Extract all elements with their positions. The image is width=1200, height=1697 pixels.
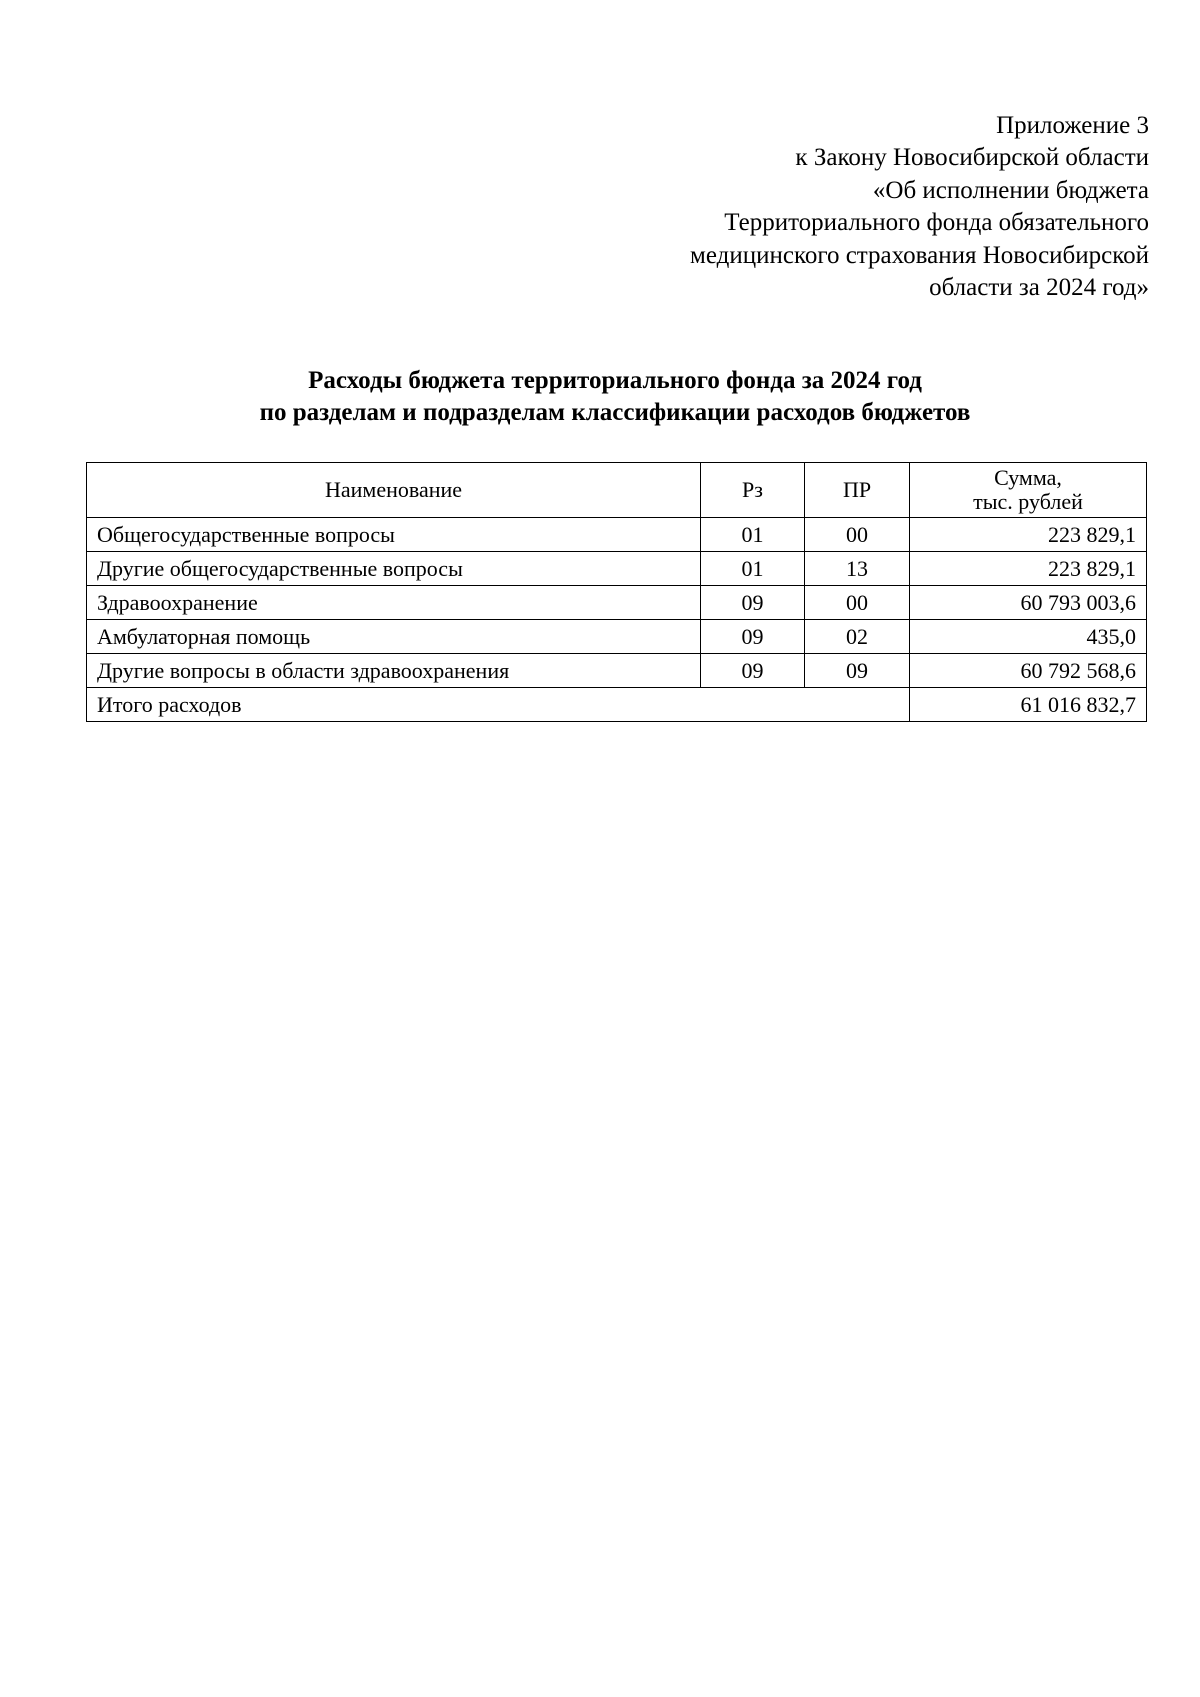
annex-line: медицинского страхования Новосибирской bbox=[690, 241, 1149, 269]
row-rz: 09 bbox=[701, 654, 805, 688]
table-row bbox=[87, 518, 1147, 552]
row-sum: 435,0 bbox=[910, 620, 1147, 654]
row-name: Амбулаторная помощь bbox=[87, 620, 701, 654]
header-pr: ПР bbox=[805, 463, 910, 518]
row-name: Другие вопросы в области здравоохранения bbox=[87, 654, 701, 688]
annex-line: «Об исполнении бюджета bbox=[872, 176, 1149, 204]
title-line-2: по разделам и подразделам классификации расходов бюджетов bbox=[259, 399, 971, 426]
row-pr: 00 bbox=[805, 586, 910, 620]
total-sum: 61 016 832,7 bbox=[910, 688, 1147, 722]
row-name: Другие общегосударственные вопросы bbox=[87, 552, 701, 586]
row-name: Общегосударственные вопросы bbox=[87, 518, 701, 552]
annex-line: области за 2024 год» bbox=[929, 274, 1149, 302]
row-sum: 60 792 568,6 bbox=[910, 654, 1147, 688]
row-rz: 09 bbox=[701, 620, 805, 654]
annex-line: к Закону Новосибирской области bbox=[795, 144, 1149, 172]
header-sum-line-2: тыс. рублей bbox=[973, 489, 1083, 514]
table-header-row bbox=[87, 463, 1147, 518]
row-pr: 13 bbox=[805, 552, 910, 586]
row-rz: 01 bbox=[701, 518, 805, 552]
row-pr: 00 bbox=[805, 518, 910, 552]
annex-header bbox=[529, 110, 1149, 304]
expenditure-table bbox=[86, 462, 1147, 722]
row-sum: 223 829,1 bbox=[910, 518, 1147, 552]
header-sum bbox=[910, 463, 1147, 518]
total-row bbox=[87, 688, 1147, 722]
table-row bbox=[87, 586, 1147, 620]
table-row bbox=[87, 620, 1147, 654]
row-sum: 60 793 003,6 bbox=[910, 586, 1147, 620]
row-pr: 02 bbox=[805, 620, 910, 654]
annex-line: Приложение 3 bbox=[996, 112, 1149, 139]
header-sum-line-1: Сумма, bbox=[994, 465, 1062, 490]
row-pr: 09 bbox=[805, 654, 910, 688]
row-sum: 223 829,1 bbox=[910, 552, 1147, 586]
row-rz: 01 bbox=[701, 552, 805, 586]
document-title bbox=[86, 365, 1144, 429]
total-label: Итого расходов bbox=[87, 688, 910, 722]
title-line-1: Расходы бюджета территориального фонда за 2024 год bbox=[308, 367, 922, 394]
row-name: Здравоохранение bbox=[87, 586, 701, 620]
header-rz: Рз bbox=[701, 463, 805, 518]
header-name: Наименование bbox=[87, 463, 701, 518]
table-row bbox=[87, 552, 1147, 586]
row-rz: 09 bbox=[701, 586, 805, 620]
annex-line: Территориального фонда обязательного bbox=[724, 209, 1149, 237]
table-row bbox=[87, 654, 1147, 688]
